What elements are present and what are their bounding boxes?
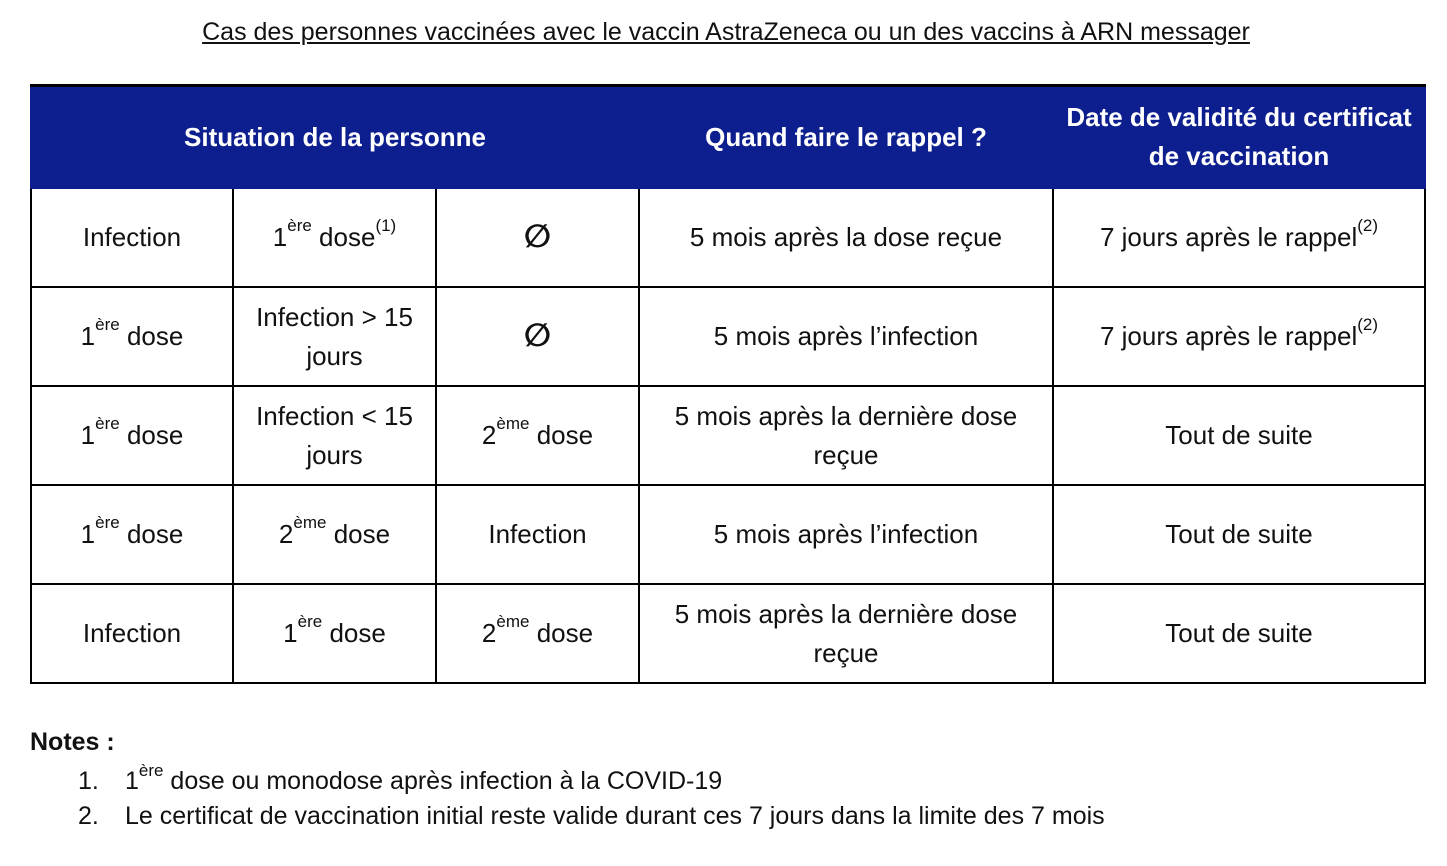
situation-cell <box>436 287 639 386</box>
vaccination-table <box>30 84 1426 684</box>
ordinal-number: 1 <box>80 420 96 450</box>
cell-text: Infection <box>82 222 182 252</box>
rappel-cell <box>639 584 1053 683</box>
rappel-cell <box>639 188 1053 287</box>
cell-text: Infection > 15 jours <box>256 301 413 371</box>
note-item <box>78 761 1105 799</box>
cell-text: dose <box>529 618 594 648</box>
ordinal-suffix: ère <box>95 513 120 532</box>
cell-text: dose <box>322 618 386 648</box>
rappel-text: 5 mois après la dernière dose reçue <box>674 400 1018 470</box>
cell-text: dose <box>119 321 184 351</box>
ordinal-number: 2 <box>481 618 497 648</box>
validite-text: Tout de suite <box>1165 519 1313 549</box>
validite-cell <box>1053 386 1425 485</box>
ordinal-suffix: ère <box>138 761 164 780</box>
ordinal-number: 1 <box>80 519 96 549</box>
page-title: Cas des personnes vaccinées avec le vaccin AstraZeneca ou un des vaccins à ARN messager <box>202 18 1250 46</box>
header-situation: Situation de la personne <box>31 86 639 189</box>
table-row <box>31 188 1425 287</box>
ordinal-number: 1 <box>125 767 139 795</box>
notes-list <box>78 761 1105 834</box>
validite-text: 7 jours après le rappel <box>1099 222 1358 252</box>
ordinal-suffix: ème <box>496 612 530 631</box>
ordinal-number: 1 <box>80 321 96 351</box>
situation-cell <box>233 584 436 683</box>
footnote-ref: (1) <box>375 216 397 235</box>
situation-cell <box>31 287 233 386</box>
cell-text: Infection <box>488 519 587 549</box>
ordinal-suffix: ère <box>95 414 120 433</box>
situation-cell <box>31 188 233 287</box>
ordinal-number: 1 <box>283 618 298 648</box>
table-row <box>31 485 1425 584</box>
validite-cell <box>1053 584 1425 683</box>
situation-cell <box>233 485 436 584</box>
ordinal-number: 2 <box>481 420 497 450</box>
ordinal-suffix: ère <box>297 612 323 631</box>
footnote-ref: (2) <box>1357 315 1379 334</box>
situation-cell <box>436 584 639 683</box>
header-validite: Date de validité du certificat de vaccination <box>1053 86 1425 189</box>
table-row <box>31 287 1425 386</box>
empty-set-symbol: ∅ <box>523 317 552 353</box>
ordinal-suffix: ème <box>293 513 327 532</box>
cell-text: dose <box>326 519 391 549</box>
situation-cell <box>436 386 639 485</box>
rappel-text: 5 mois après la dose reçue <box>689 222 1003 252</box>
situation-cell <box>233 188 436 287</box>
ordinal-number: 2 <box>278 519 294 549</box>
note-text: dose ou monodose après infection à la COVID-19 <box>163 767 723 795</box>
empty-set-symbol: ∅ <box>523 218 552 254</box>
rappel-text: 5 mois après l’infection <box>713 519 979 549</box>
cell-text: Infection < 15 jours <box>256 400 413 470</box>
note-text: Le certificat de vaccination initial reste valide durant ces 7 jours dans la limite des 7 mois <box>125 802 1105 830</box>
validite-text: Tout de suite <box>1165 420 1313 450</box>
header-rappel: Quand faire le rappel ? <box>639 86 1053 189</box>
cell-text: dose <box>311 222 376 252</box>
note-body <box>125 761 723 799</box>
note-number: 2. <box>78 802 99 830</box>
situation-cell <box>436 188 639 287</box>
rappel-cell <box>639 386 1053 485</box>
situation-cell <box>31 386 233 485</box>
situation-cell <box>436 485 639 584</box>
situation-cell <box>233 386 436 485</box>
cell-text: dose <box>529 420 594 450</box>
note-body <box>125 799 1105 834</box>
rappel-text: 5 mois après la dernière dose reçue <box>674 598 1018 668</box>
validite-text: 7 jours après le rappel <box>1099 321 1358 351</box>
cell-text: dose <box>119 519 184 549</box>
ordinal-suffix: ère <box>287 216 312 235</box>
situation-cell <box>233 287 436 386</box>
table-header-row <box>31 86 1425 189</box>
cell-text: dose <box>119 420 184 450</box>
rappel-cell <box>639 485 1053 584</box>
rappel-text: 5 mois après l’infection <box>713 321 979 351</box>
ordinal-number: 1 <box>272 222 288 252</box>
situation-cell <box>31 485 233 584</box>
validite-cell <box>1053 287 1425 386</box>
rappel-cell <box>639 287 1053 386</box>
note-item <box>78 799 1105 834</box>
ordinal-suffix: ère <box>95 315 120 334</box>
ordinal-suffix: ème <box>496 414 530 433</box>
validite-text: Tout de suite <box>1165 618 1313 648</box>
validite-cell <box>1053 485 1425 584</box>
table-row <box>31 584 1425 683</box>
situation-cell <box>31 584 233 683</box>
cell-text: Infection <box>82 618 182 648</box>
notes-title: Notes : <box>30 728 115 756</box>
footnote-ref: (2) <box>1357 216 1379 235</box>
table-row <box>31 386 1425 485</box>
note-number: 1. <box>78 767 99 795</box>
validite-cell <box>1053 188 1425 287</box>
